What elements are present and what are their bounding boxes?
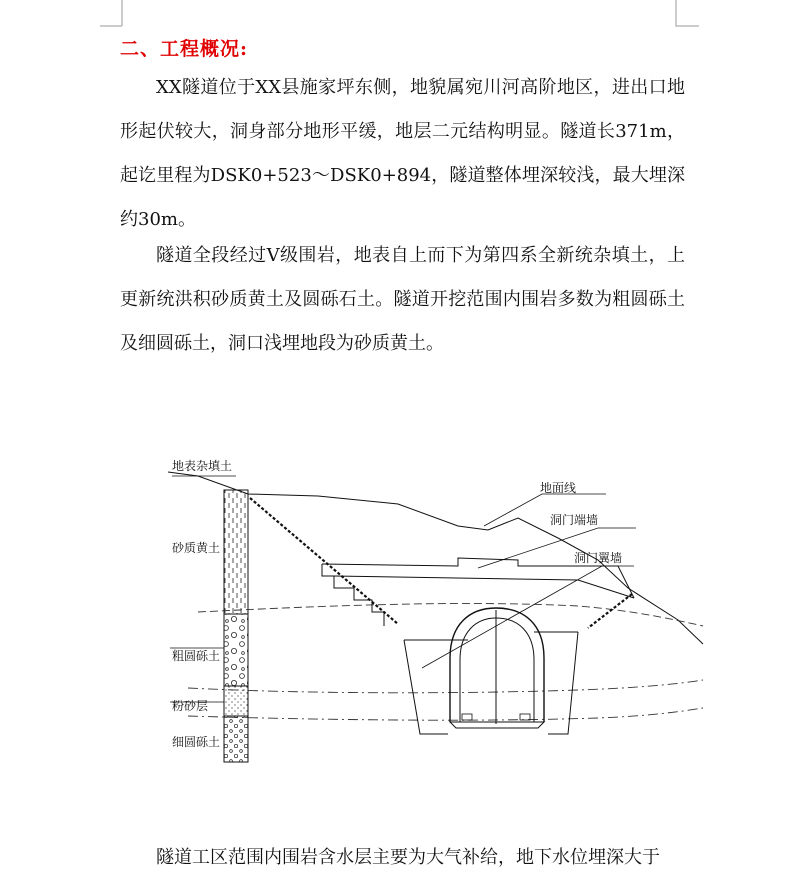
section-heading: 二、工程概况: bbox=[120, 38, 249, 60]
page-corner-mark-left bbox=[100, 0, 124, 28]
tunnel-arch bbox=[450, 608, 544, 728]
label-fine-gravel: 细圆砾土 bbox=[172, 735, 221, 749]
paragraph-geology: 隧道全段经过Ⅴ级围岩，地表自上而下为第四系全新统杂填土，上更新统洪积砂质黄土及圆砾石土。隧道开挖范围内围岩多数为粗圆砾土及细圆砾土，洞口浅埋地段为砂质黄土。 bbox=[120, 245, 685, 354]
label-portal-end-wall: 洞门端墙 bbox=[550, 513, 599, 527]
label-surface-fill: 地表杂填土 bbox=[172, 459, 233, 473]
portal-end-wall bbox=[322, 558, 634, 626]
label-portal-wing-wall: 洞门翼墙 bbox=[574, 551, 623, 565]
slope-protection-left bbox=[250, 498, 398, 624]
stratum-boundary-lower bbox=[188, 708, 703, 720]
label-coarse-gravel: 粗圆砾土 bbox=[172, 649, 221, 663]
page-corner-mark-right bbox=[675, 0, 699, 28]
borehole-column bbox=[224, 490, 248, 762]
portal-wing-walls bbox=[404, 632, 578, 734]
label-ground-line: 地面线 bbox=[540, 481, 577, 495]
stratum-boundary-middle bbox=[188, 680, 703, 693]
paragraph-overview: XX隧道位于XX县施家坪东侧，地貌属宛川河高阶地区，进出口地形起伏较大，洞身部分地形平缓，地层二元结构明显。隧道长371m，起讫里程为DSK0+523～DSK0+894，隧道整体埋深较浅，最大埋深约30m。 bbox=[120, 77, 685, 230]
stratum-boundary-upper bbox=[198, 604, 703, 626]
tunnel-portal-geology-figure bbox=[158, 448, 718, 778]
label-silt-layer: 粉砂层 bbox=[172, 699, 209, 713]
label-sandy-loess: 砂质黄土 bbox=[172, 541, 221, 555]
paragraph-groundwater: 隧道工区范围内围岩含水层主要为大气补给，地下水位埋深大于 bbox=[156, 847, 660, 868]
